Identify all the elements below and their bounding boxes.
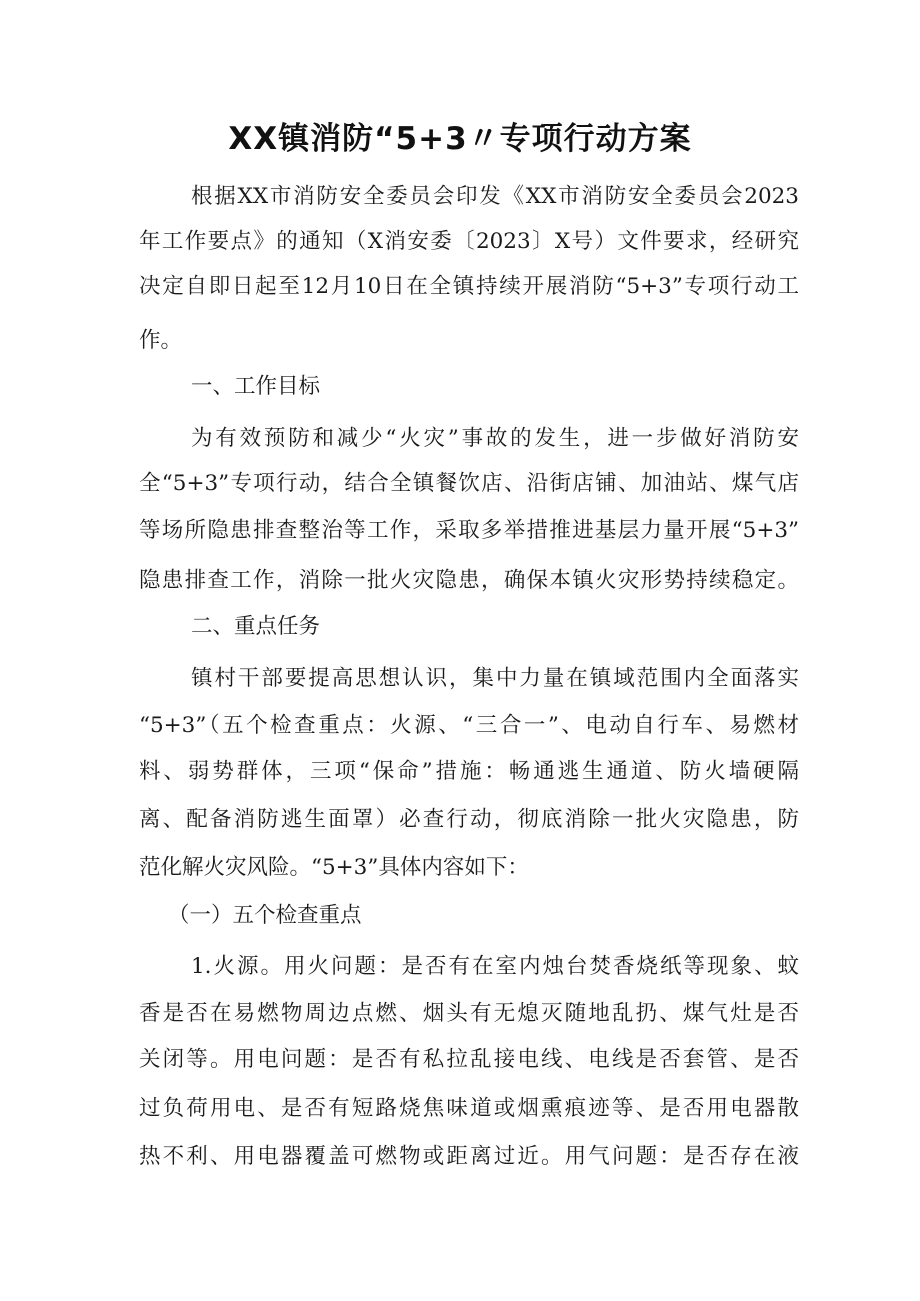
intro-line: 年工作要点》的通知（X消安委〔2023〕X号）文件要求，经研究 [139, 229, 799, 254]
section-heading: 二、重点任务 [191, 614, 321, 639]
intro-line: 作。 [139, 328, 183, 353]
body-line: 全“5+3”专项行动，结合全镇餐饮店、沿街店铺、加油站、煤气店 [139, 471, 799, 496]
body-line: 关闭等。用电问题：是否有私拉乱接电线、电线是否套管、是否 [139, 1047, 799, 1072]
body-line: 镇村干部要提高思想认识，集中力量在镇域范围内全面落实 [191, 666, 799, 691]
body-line: 范化解火灾风险。“5+3”具体内容如下： [139, 855, 529, 880]
body-line: 热不利、用电器覆盖可燃物或距离过近。用气问题：是否存在液 [139, 1144, 799, 1169]
document-title: XX镇消防“5+3〃专项行动方案 [228, 121, 692, 157]
body-line: 等场所隐患排查整治等工作，采取多举措推进基层力量开展“5+3” [139, 518, 799, 543]
body-line: 过负荷用电、是否有短路烧焦味道或烟熏痕迹等、是否用电器散 [139, 1096, 799, 1121]
body-line: 离、配备消防逃生面罩）必查行动，彻底消除一批火灾隐患，防 [139, 807, 799, 832]
intro-line: 决定自即日起至12月10日在全镇持续开展消防“5+3”专项行动工 [139, 274, 799, 299]
body-line: “5+3”（五个检查重点：火源、“三合一”、电动自行车、易燃材 [139, 713, 799, 738]
body-line: 料、弱势群体，三项“保命”措施：畅通逃生通道、防火墙硬隔 [139, 759, 799, 784]
body-line: 隐患排查工作，消除一批火灾隐患，确保本镇火灾形势持续稳定。 [139, 568, 799, 593]
body-line: 1.火源。用火问题：是否有在室内烛台焚香烧纸等现象、蚊 [191, 954, 799, 979]
section-heading: 一、工作目标 [191, 374, 321, 399]
intro-line: 根据XX市消防安全委员会印发《XX市消防安全委员会2023 [191, 184, 799, 209]
body-line: 香是否在易燃物周边点燃、烟头有无熄灭随地乱扔、煤气灶是否 [139, 1001, 799, 1026]
body-line: 为有效预防和减少“火灾”事故的发生，进一步做好消防安 [191, 426, 799, 451]
subsection-heading: （一）五个检查重点 [168, 903, 362, 928]
